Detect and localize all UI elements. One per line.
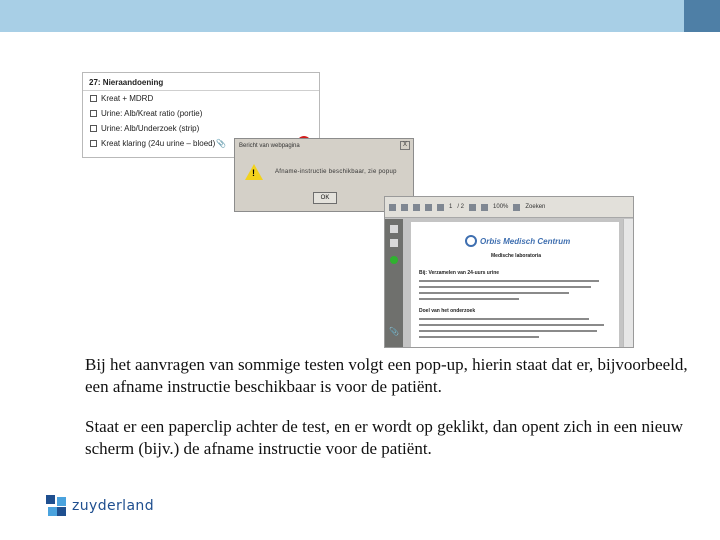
save-icon[interactable] bbox=[389, 204, 396, 211]
scrollbar[interactable] bbox=[623, 219, 633, 348]
footer-logo bbox=[46, 495, 154, 517]
text-line bbox=[419, 280, 599, 282]
paperclip-icon[interactable]: 📎 bbox=[216, 139, 227, 148]
caption-paragraph-2: Staat er een paperclip achter de test, en er wordt op geklikt, dan opent zich in een nieuw scherm (bijv.) de afname instructie voor de patiënt. bbox=[85, 417, 684, 458]
close-button[interactable]: X bbox=[400, 141, 410, 150]
page-number-field[interactable]: 1 bbox=[449, 204, 453, 210]
checklist-label: Urine: Alb/Kreat ratio (portie) bbox=[101, 109, 203, 118]
pdf-side-navigation bbox=[385, 219, 403, 348]
fit-page-icon[interactable] bbox=[513, 204, 520, 211]
text-line bbox=[419, 336, 539, 338]
pdf-page bbox=[411, 222, 619, 348]
pages-icon[interactable] bbox=[390, 225, 398, 233]
print-icon[interactable] bbox=[401, 204, 408, 211]
checkbox[interactable] bbox=[90, 140, 97, 147]
department-name: Medische laboratoria bbox=[491, 253, 542, 259]
checkbox[interactable] bbox=[90, 125, 97, 132]
checkbox[interactable] bbox=[90, 95, 97, 102]
checklist-label: Urine: Alb/Underzoek (strip) bbox=[101, 124, 200, 133]
checklist-row[interactable] bbox=[83, 91, 319, 106]
zoom-out-icon[interactable] bbox=[469, 204, 476, 211]
text-line bbox=[419, 292, 569, 294]
dialog-body bbox=[235, 152, 413, 180]
page-total: / 2 bbox=[457, 204, 465, 210]
zoom-field[interactable]: 100% bbox=[493, 204, 509, 210]
email-icon[interactable] bbox=[413, 204, 420, 211]
checklist-row[interactable] bbox=[83, 106, 319, 121]
warning-icon: ! bbox=[245, 164, 263, 180]
org-logo bbox=[465, 235, 570, 247]
caption-paragraph-1: Bij het aanvragen van sommige testen volgt een pop-up, hierin staat dat er, bijvoorbeeld, een afname instructie beschikbaar is voor de patiënt. bbox=[85, 355, 688, 396]
orbis-logo-icon bbox=[465, 235, 477, 247]
attachment-icon[interactable]: 📎 bbox=[389, 327, 399, 336]
checkbox[interactable] bbox=[90, 110, 97, 117]
checklist-row[interactable] bbox=[83, 121, 319, 136]
text-line bbox=[419, 324, 604, 326]
zoom-in-icon[interactable] bbox=[481, 204, 488, 211]
text-line bbox=[419, 298, 519, 300]
checklist-label: Kreat + MDRD bbox=[101, 94, 154, 103]
zuyderland-logo-icon bbox=[46, 495, 66, 517]
checklist-header: 27: Nieraandoening bbox=[83, 73, 319, 91]
status-icon[interactable] bbox=[390, 256, 398, 264]
top-accent-block bbox=[684, 0, 720, 32]
dialog-title: Bericht van webpagina bbox=[239, 142, 300, 149]
dialog-message: Afname-instructie beschikbaar, zie popup bbox=[275, 169, 397, 175]
text-line bbox=[419, 318, 589, 320]
page-up-icon[interactable] bbox=[425, 204, 432, 211]
brand-name: zuyderland bbox=[72, 498, 154, 514]
top-banner bbox=[0, 0, 720, 32]
org-name: Orbis Medisch Centrum bbox=[480, 236, 571, 246]
pdf-toolbar bbox=[385, 197, 634, 218]
text-line bbox=[419, 330, 597, 332]
checklist-label: Kreat klaring (24u urine – bloed) bbox=[101, 139, 216, 148]
text-line bbox=[419, 286, 591, 288]
document-subheading: Doel van het onderzoek bbox=[419, 308, 476, 314]
find-field[interactable]: Zoeken bbox=[525, 204, 546, 210]
document-heading: Bij: Verzamelen van 24-uurs urine bbox=[419, 270, 500, 276]
page-down-icon[interactable] bbox=[437, 204, 444, 211]
ok-button[interactable]: OK bbox=[313, 192, 337, 204]
dialog-titlebar bbox=[235, 139, 413, 152]
bookmarks-icon[interactable] bbox=[390, 239, 398, 247]
pdf-viewer-window bbox=[384, 196, 634, 348]
